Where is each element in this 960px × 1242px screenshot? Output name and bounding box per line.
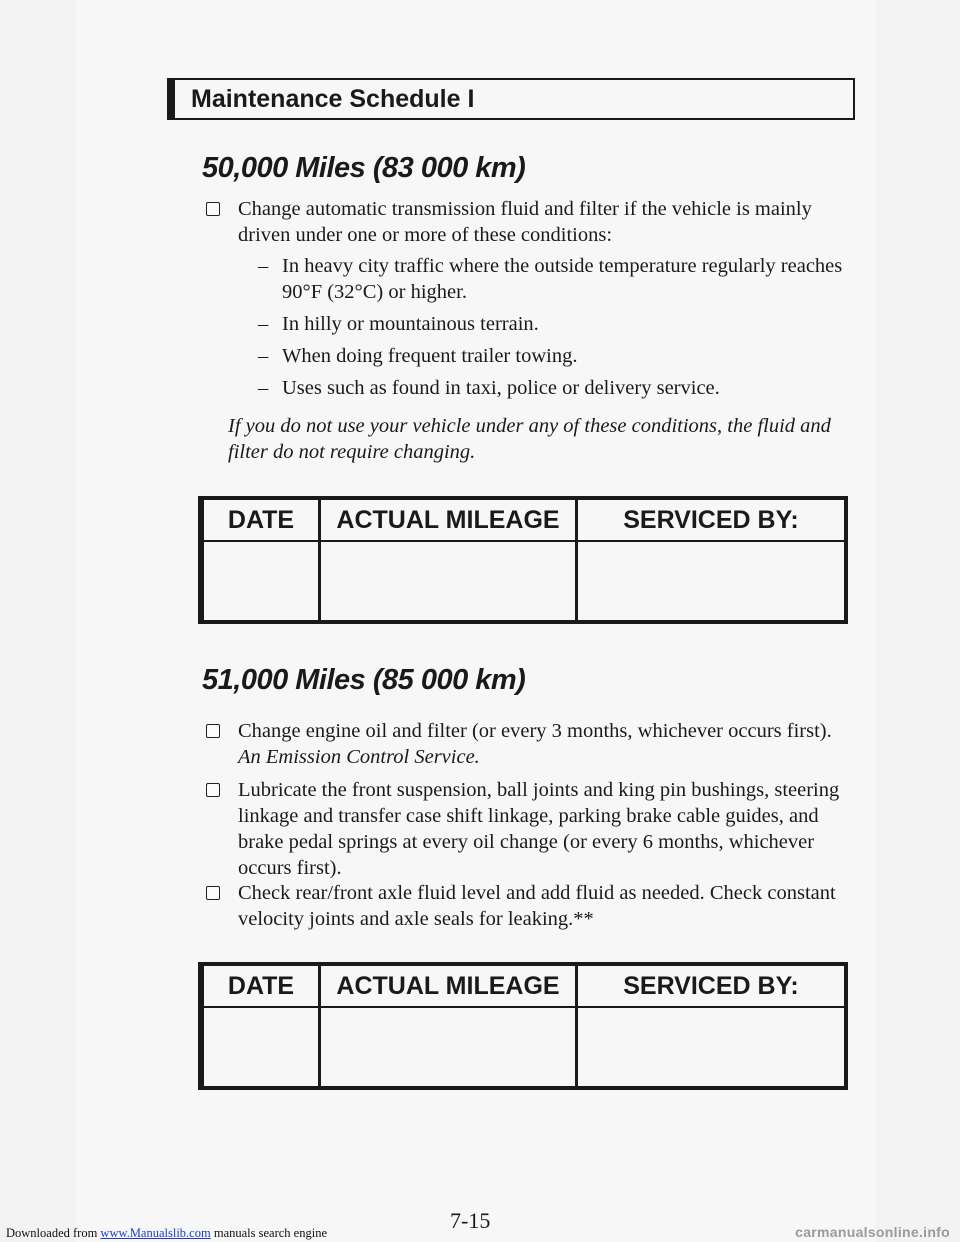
condition-item <box>258 311 848 337</box>
footer-suffix: manuals search engine <box>213 1226 327 1240</box>
condition-item <box>258 253 848 305</box>
emission-service-note: An Emission Control Service. <box>238 746 480 768</box>
condition-item <box>258 343 848 369</box>
mileage-entry-field[interactable] <box>321 540 578 620</box>
header-serviced-by: SERVICED BY: <box>623 971 799 1000</box>
checkbox-icon[interactable] <box>206 724 220 738</box>
condition-text: When doing frequent trailer towing. <box>282 345 578 367</box>
item-text: Lubricate the front suspension, ball joints and king pin bushings, steering linkage and transfer case shift linkage, parking brake cable guides, and brake pedal springs at every oil change (or every 6 months, whichever occurs first). <box>238 779 840 879</box>
condition-text: In heavy city traffic where the outside temperature regularly reaches 90°F (32°C) or higher. <box>282 255 843 303</box>
footer-prefix: Downloaded from <box>6 1226 98 1240</box>
dash-icon: – <box>258 255 269 277</box>
page-number: 7-15 <box>450 1208 491 1233</box>
service-log-table <box>198 496 848 624</box>
item-text: Check rear/front axle fluid level and add fluid as needed. Check constant velocity joints and axle seals for leaking.** <box>238 882 836 930</box>
section-title-50000: 50,000 Miles (83 000 km) <box>202 152 526 184</box>
section-title-51000: 51,000 Miles (85 000 km) <box>202 664 526 696</box>
checklist-item <box>206 880 856 932</box>
manualslib-link[interactable]: www.Manualslib.com <box>100 1226 211 1240</box>
log-entry-row <box>204 1006 844 1086</box>
dash-icon: – <box>258 345 269 367</box>
checklist-item <box>206 718 856 770</box>
watermark-text: carmanualsonline.info <box>795 1224 950 1240</box>
log-header-row <box>204 966 844 1008</box>
condition-item <box>258 375 848 401</box>
serviced-by-entry-field[interactable] <box>578 1006 844 1086</box>
header-date: DATE <box>204 500 321 540</box>
checkbox-icon[interactable] <box>206 886 220 900</box>
conditions-note: If you do not use your vehicle under any of these conditions, the fluid and filter do not require changing. <box>228 415 831 463</box>
dash-icon: – <box>258 377 269 399</box>
date-entry-field[interactable] <box>204 1006 321 1086</box>
header-date: DATE <box>204 966 321 1006</box>
page-title: Maintenance Schedule I <box>167 78 855 120</box>
checklist-item <box>206 196 856 248</box>
serviced-by-entry-field[interactable] <box>578 540 844 620</box>
log-header-row <box>204 500 844 542</box>
condition-text: In hilly or mountainous terrain. <box>282 313 539 335</box>
service-log-table <box>198 962 848 1090</box>
checklist-item <box>206 777 856 881</box>
date-entry-field[interactable] <box>204 540 321 620</box>
mileage-entry-field[interactable] <box>321 1006 578 1086</box>
checkbox-icon[interactable] <box>206 783 220 797</box>
dash-icon: – <box>258 313 269 335</box>
header-actual-mileage: ACTUAL MILEAGE <box>321 500 578 540</box>
item-text: Change engine oil and filter (or every 3 months, whichever occurs first). An Emission Control Service. <box>238 720 832 768</box>
header-actual-mileage: ACTUAL MILEAGE <box>321 966 578 1006</box>
checkbox-icon[interactable] <box>206 202 220 216</box>
condition-text: Uses such as found in taxi, police or delivery service. <box>282 377 720 399</box>
log-entry-row <box>204 540 844 620</box>
header-serviced-by: SERVICED BY: <box>623 505 799 534</box>
download-footer <box>6 1226 327 1241</box>
item-text: Change automatic transmission fluid and filter if the vehicle is mainly driven under one or more of these conditions: <box>238 198 812 246</box>
